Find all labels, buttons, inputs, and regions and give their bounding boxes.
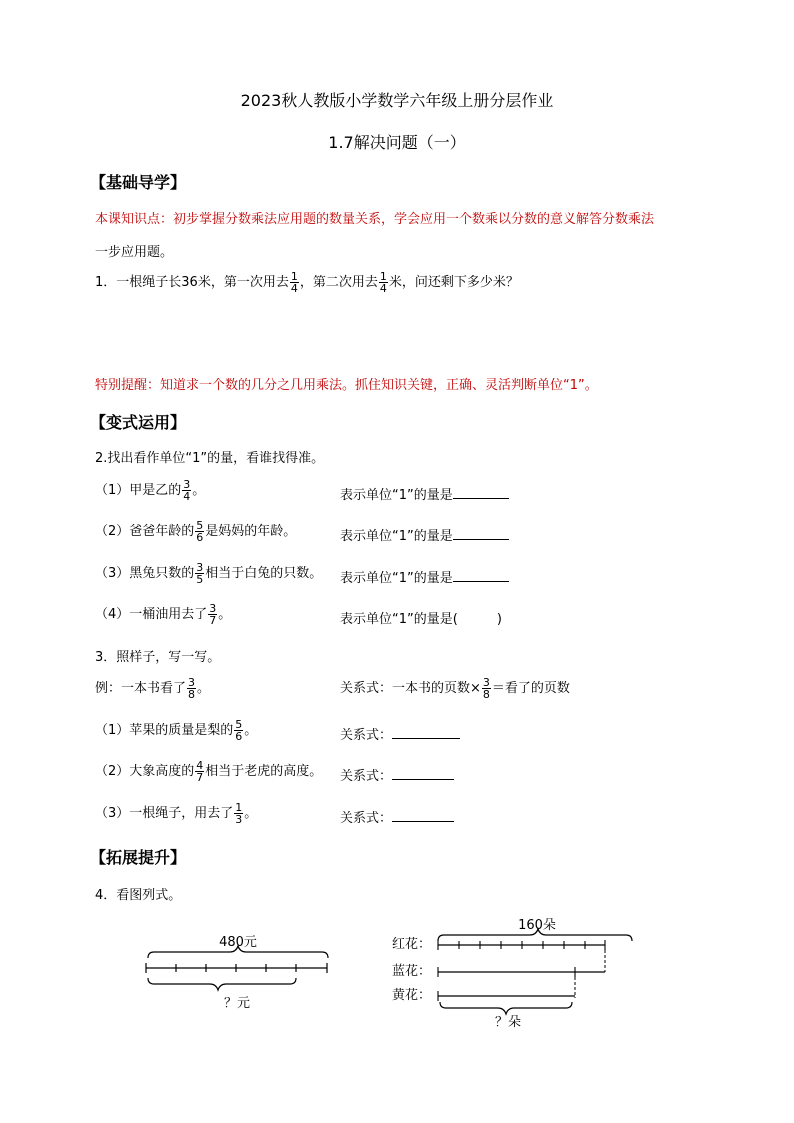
q3-example-relation: 关系式：一本书的页数× $\frac{3}{8}$ ＝看了的页数 (340, 676, 570, 701)
unknown-label: ？朵 (494, 1015, 522, 1030)
q3-item-3: （3）一根绳子，用去了 $\frac{1}{3}$ 。 (95, 801, 258, 826)
section-heading-variant: 【变式运用】 (90, 413, 187, 432)
question-1 (95, 268, 519, 298)
q2-item-4-answer[interactable]: 表示单位“1”的量是( ) (340, 612, 502, 627)
section-heading-extension: 【拓展提升】 (90, 848, 187, 867)
knowledge-point-line1: 本课知识点：初步掌握分数乘法应用题的数量关系，学会应用一个数乘以分数的意义解答分数乘法 (95, 212, 655, 227)
special-tip: 特别提醒：知道求一个数的几分之几用乘法。抓住知识关键，正确、灵活判断单位“1”。 (95, 378, 598, 393)
q2-item-4-fraction: $\frac{3}{7}$ (209, 602, 217, 627)
relation-blank[interactable] (392, 809, 454, 822)
bottom-brace (440, 1002, 572, 1014)
diagram-1 (140, 925, 340, 1015)
relation-blank[interactable] (392, 767, 454, 780)
q1-text-part3: 米，问还剩下多少米？ (388, 275, 519, 290)
page-title: 2023秋人教版小学数学六年级上册分层作业 (240, 91, 554, 110)
row-red-label: 红花： (392, 937, 432, 952)
q3-item-2: （2）大象高度的 $\frac{4}{7}$ 相当于老虎的高度。 (95, 759, 323, 784)
q3-item-1-relation: 关系式： (340, 724, 460, 743)
q1-fraction-2: $\frac{1}{4}$ (379, 270, 387, 295)
question-2-intro: 2.找出看作单位“1”的量，看谁找得准。 (95, 451, 325, 466)
q2-item-3-fraction: $\frac{3}{5}$ (196, 561, 204, 586)
q2-item-2-fraction: $\frac{5}{6}$ (196, 519, 204, 544)
q3-example: 例：一本书看了 $\frac{3}{8}$ 。 (95, 676, 211, 701)
q3-example-relation-fraction: $\frac{3}{8}$ (482, 676, 490, 701)
bottom-brace (148, 978, 296, 990)
q3-item-2-fraction: $\frac{4}{7}$ (196, 759, 204, 784)
section-heading-basic: 【基础导学】 (90, 173, 187, 192)
knowledge-point-line2: 一步应用题。 (95, 245, 174, 260)
question-3-intro: 3．照样子，写一写。 (95, 650, 221, 665)
q3-example-fraction: $\frac{3}{8}$ (188, 676, 196, 701)
q3-item-2-relation: 关系式： (340, 765, 454, 784)
q1-fraction-1: $\frac{1}{4}$ (290, 270, 298, 295)
q2-item-4: （4）一桶油用去了 $\frac{3}{7}$ 。 (95, 602, 232, 627)
total-label: 480元 (219, 935, 257, 950)
q2-item-3-answer: 表示单位“1”的量是 (340, 567, 509, 586)
total-label: 160朵 (518, 918, 556, 933)
row-yellow-label: 黄花： (392, 988, 432, 1003)
q2-item-1: （1）甲是乙的 $\frac{3}{4}$ 。 (95, 478, 206, 503)
unknown-label: ？元 (223, 996, 251, 1011)
q1-text-part2: ，第二次用去 (299, 275, 378, 290)
q1-text-part1: 1．一根绳子长36米，第一次用去 (95, 275, 289, 290)
diagram-2 (390, 905, 650, 1030)
q2-item-2-answer: 表示单位“1”的量是 (340, 525, 509, 544)
q2-item-1-answer: 表示单位“1”的量是 (340, 484, 509, 503)
relation-blank[interactable] (392, 726, 460, 739)
q2-item-1-fraction: $\frac{3}{4}$ (183, 478, 191, 503)
q3-item-1: （1）苹果的质量是梨的 $\frac{5}{6}$ 。 (95, 718, 258, 743)
q3-item-1-fraction: $\frac{5}{6}$ (235, 718, 243, 743)
q2-item-3: （3）黑兔只数的 $\frac{3}{5}$ 相当于白兔的只数。 (95, 561, 323, 586)
answer-blank[interactable] (453, 569, 509, 582)
answer-blank[interactable] (453, 486, 509, 499)
row-blue-label: 蓝花： (392, 964, 432, 979)
answer-blank[interactable] (453, 527, 509, 540)
q3-item-3-fraction: $\frac{1}{3}$ (235, 801, 243, 826)
question-4-intro: 4．看图列式。 (95, 888, 182, 903)
q3-item-3-relation: 关系式： (340, 807, 454, 826)
page-subtitle: 1.7解决问题（一） (328, 133, 466, 152)
q2-item-2: （2）爸爸年龄的 $\frac{5}{6}$ 是妈妈的年龄。 (95, 519, 297, 544)
